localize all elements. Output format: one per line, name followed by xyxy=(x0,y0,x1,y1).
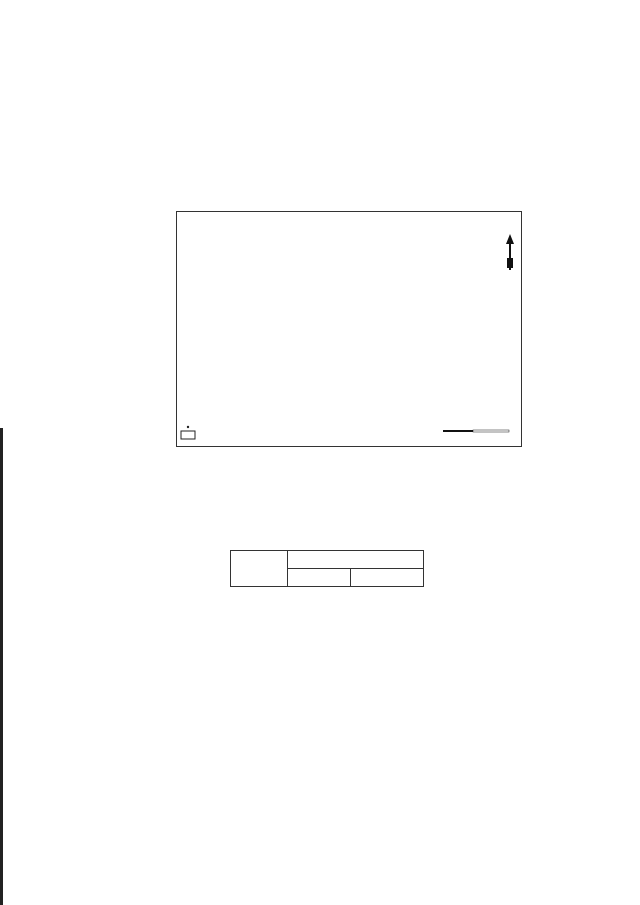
north-arrow-head xyxy=(506,234,514,244)
coordinates-table xyxy=(230,550,424,587)
north-arrow xyxy=(506,234,514,270)
scale-segment-light xyxy=(473,430,509,432)
boundary-map-svg xyxy=(177,212,523,448)
scale-segment-dark xyxy=(443,430,473,432)
boundary-map xyxy=(176,211,522,447)
map-legend xyxy=(181,426,195,439)
legend-dot xyxy=(187,426,189,428)
header-coordinates xyxy=(288,551,424,569)
scan-edge-bar xyxy=(0,428,3,905)
scale-bar xyxy=(443,430,509,432)
table-header-row xyxy=(231,551,424,569)
header-longitude xyxy=(351,569,424,587)
north-arrow-tail xyxy=(507,258,513,268)
header-latitude xyxy=(288,569,351,587)
legend-swatch xyxy=(181,431,195,439)
header-point-number xyxy=(231,551,288,587)
